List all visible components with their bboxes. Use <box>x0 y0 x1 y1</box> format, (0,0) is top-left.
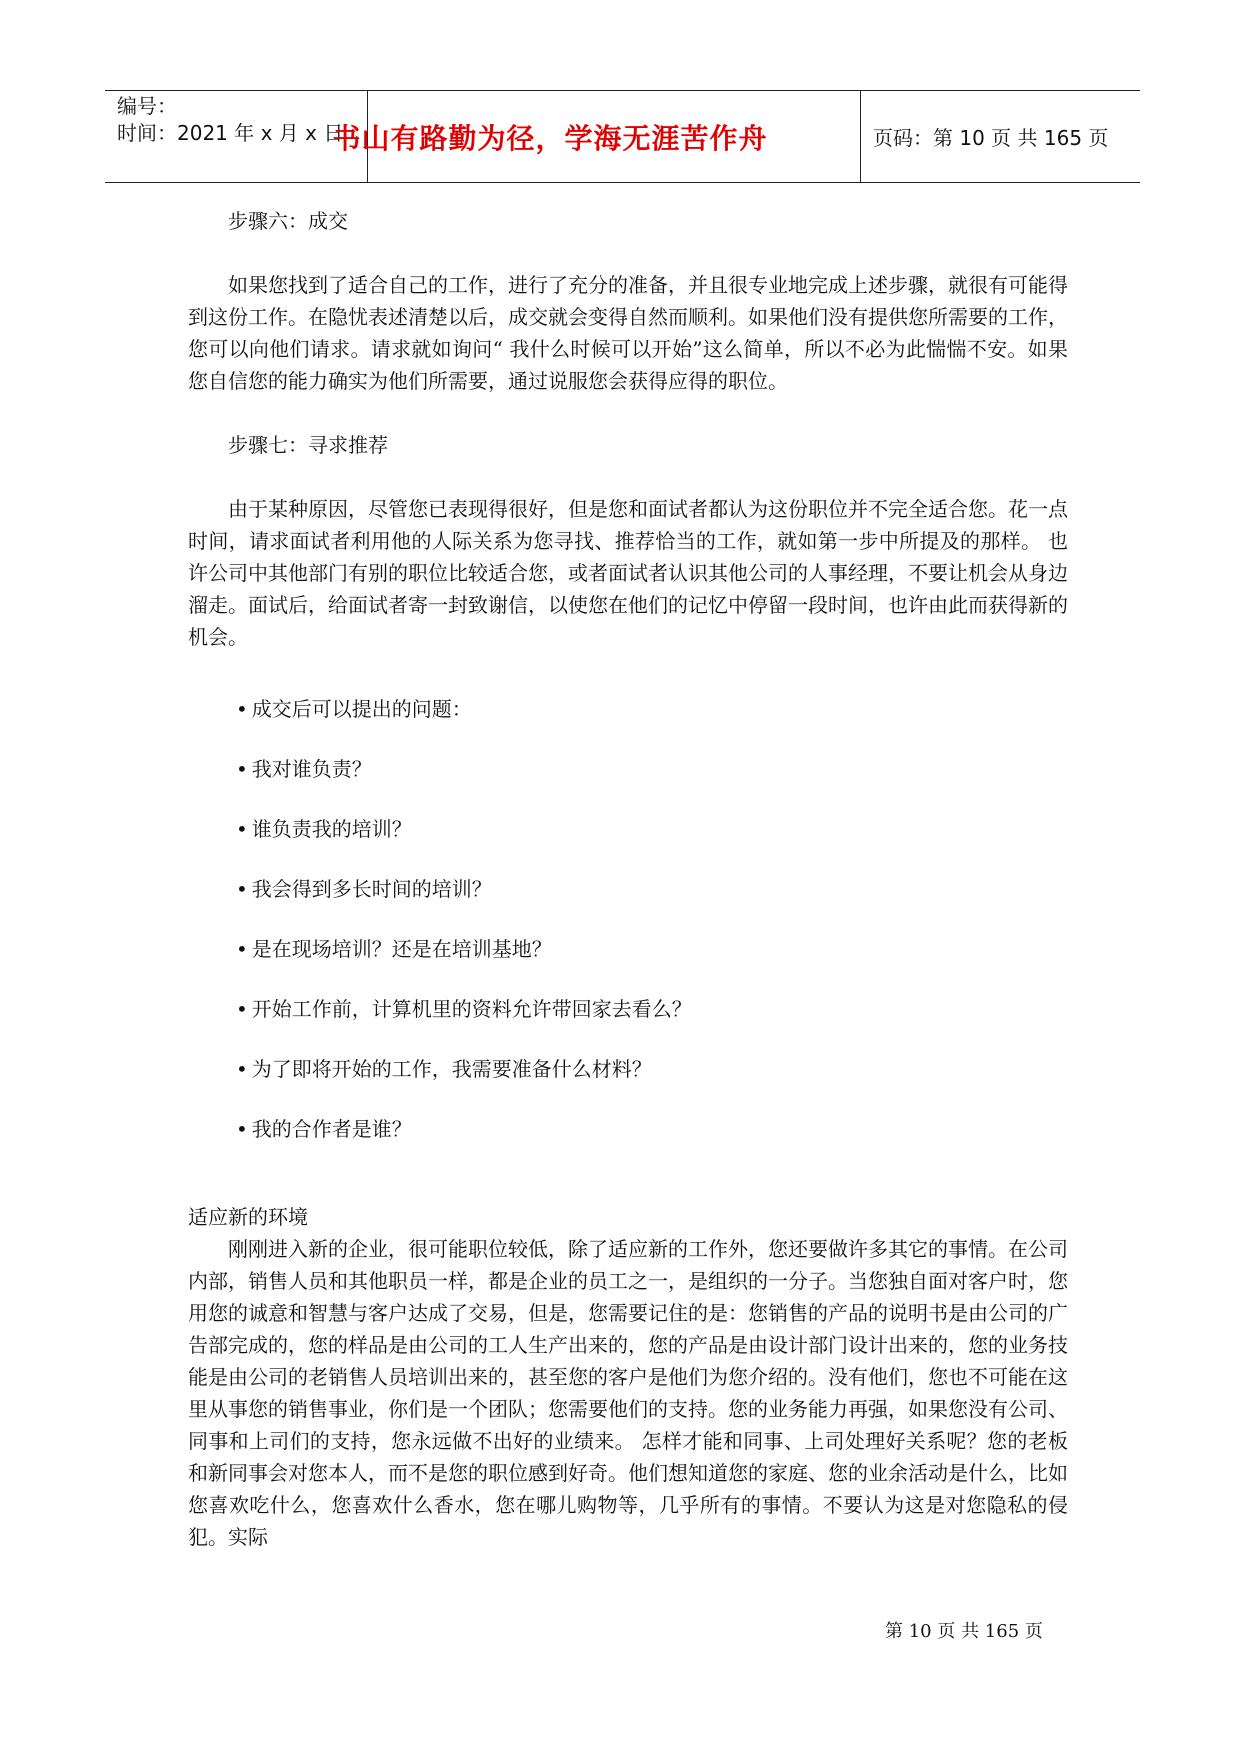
bullet-icon: • <box>236 697 248 721</box>
section-paragraph: 刚刚进入新的企业，很可能职位较低，除了适应新的工作外，您还要做许多其它的事情。在公司内部，销售人员和其他职员一样，都是企业的员工之一，是组织的一分子。当您独自面对客户时，您用您的诚意和智慧与客户达成了交易，但是，您需要记住的是：您销售的产品的说明书是由公司的广告部完成的，您的样品是由公司的工人生产出来的，您的产品是由设计部门设计出来的，您的业务技能是由公司的老销售人员培训出来的，甚至您的客户是他们为您介绍的。没有他们，您也不可能在这里从事您的销售事业，你们是一个团队；您需要他们的支持。您的业务能力再强，如果您没有公司、同事和上司们的支持，您永远做不出好的业绩来。 怎样才能和同事、上司处理好关系呢？您的老板和新同事会对您本人，而不是您的职位感到好奇。他们想知道您的家庭、您的业余活动是什么，比如您喜欢吃什么，您喜欢什么香水，您在哪儿购物等，几乎所有的事情。不要认为这是对您隐私的侵犯。实际 <box>188 1237 1068 1549</box>
bullet-icon: • <box>236 937 248 961</box>
document-time-label: 时间：2021 年 x 月 x 日 <box>117 121 344 145</box>
list-item: • 我会得到多长时间的培训？ <box>236 877 492 901</box>
step7-title: 步骤七：寻求推荐 <box>228 433 388 457</box>
list-item: • 是在现场培训？还是在培训基地？ <box>236 937 552 961</box>
page-footer: 第 10 页 共 165 页 <box>885 1621 1043 1642</box>
bullet-icon: • <box>236 1117 248 1141</box>
document-body <box>188 205 1068 1553</box>
header-left-cell <box>117 93 367 147</box>
list-item: • 我对谁负责？ <box>236 757 372 781</box>
step7-paragraph: 由于某种原因，尽管您已表现得很好，但是您和面试者都认为这份职位并不完全适合您。花一点时间，请求面试者利用他的人际关系为您寻找、推荐恰当的工作，就如第一步中所提及的那样。 也许公司中其他部门有别的职位比较适合您，或者面试者认识其他公司的人事经理，不要让机会从身边溜走。面试后，给面试者寄一封致谢信，以使您在他们的记忆中停留一段时间，也许由此而获得新的机会。 <box>188 497 1068 649</box>
header-motto: 书山有路勤为径，学海无涯苦作舟 <box>332 121 768 155</box>
bullet-icon: • <box>236 877 248 901</box>
question-list <box>188 693 1068 1145</box>
section-title: 适应新的环境 <box>188 1205 308 1229</box>
bullet-icon: • <box>236 997 248 1021</box>
step6-title: 步骤六：成交 <box>228 209 348 233</box>
header-page-info: 页码：第 10 页 共 165 页 <box>873 126 1109 150</box>
bullet-icon: • <box>236 757 248 781</box>
document-header <box>105 90 1140 183</box>
list-item: • 为了即将开始的工作，我需要准备什么材料？ <box>236 1057 652 1081</box>
list-item: • 成交后可以提出的问题： <box>236 697 472 721</box>
header-divider-2 <box>860 91 861 182</box>
document-number-label: 编号： <box>117 94 177 118</box>
list-item: • 我的合作者是谁？ <box>236 1117 412 1141</box>
step6-paragraph: 如果您找到了适合自己的工作，进行了充分的准备，并且很专业地完成上述步骤，就很有可能得到这份工作。在隐忧表述清楚以后，成交就会变得自然而顺利。如果他们没有提供您所需要的工作，您可以向他们请求。请求就如询问“ 我什么时候可以开始”这么简单，所以不必为此惴惴不安。如果您自信您的能力确实为他们所需要，通过说服您会获得应得的职位。 <box>188 273 1068 393</box>
list-item: • 谁负责我的培训？ <box>236 817 412 841</box>
list-item: • 开始工作前，计算机里的资料允许带回家去看么？ <box>236 997 692 1021</box>
bullet-icon: • <box>236 1057 248 1081</box>
bullet-icon: • <box>236 817 248 841</box>
